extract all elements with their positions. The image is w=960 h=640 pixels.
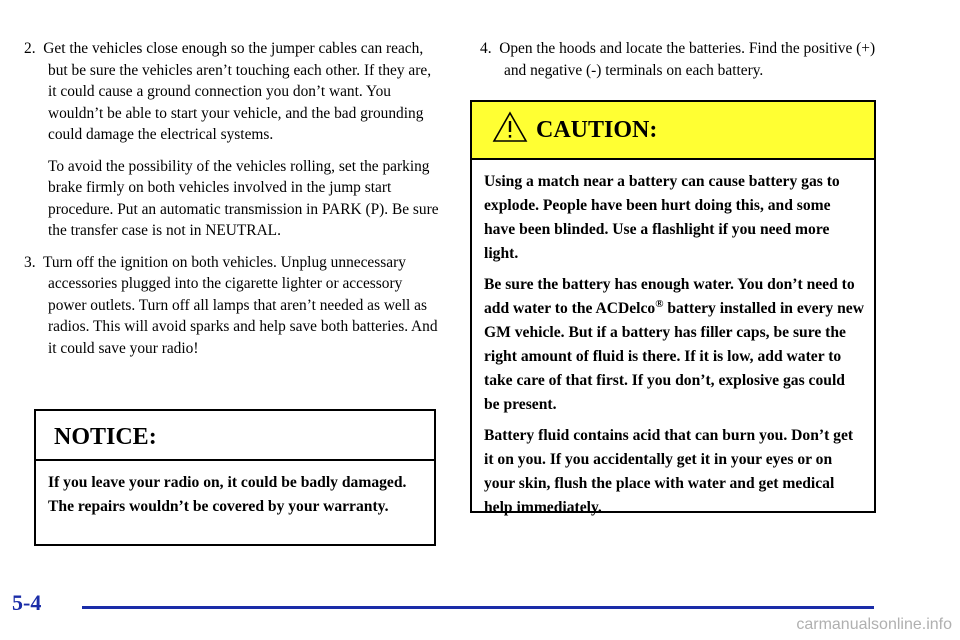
- step-4-number: 4.: [480, 40, 492, 57]
- step-4-text: Open the hoods and locate the batteries. Find the positive (+) and negative (-) terminals on each battery.: [499, 40, 876, 79]
- right-column: [470, 38, 880, 91]
- warning-triangle-icon: [492, 111, 528, 143]
- step-2-extra: To avoid the possibility of the vehicles rolling, set the parking brake firmly on both vehicles involved in the jump start procedure. Put an automatic transmission in PARK (P). Be sure the transfer case is not in NEUTRAL.: [48, 157, 439, 239]
- caution-paragraph-2-end: battery installed in every new GM vehicle. But if a battery has filler caps, be sure the right amount of fluid is there. If it is low, add water to take care of that first. If you don’t, explosive gas could be present.: [484, 300, 864, 413]
- left-column: [14, 38, 442, 369]
- step-2: [14, 38, 442, 146]
- page-number: 5-4: [12, 590, 42, 615]
- step-3-text: Turn off the ignition on both vehicles. Unplug unnecessary accessories plugged into the cigarette lighter or accessory power outlets. Turn off all lamps that aren’t needed as well as radios. This will avoid sparks and help save both batteries. And it could save your radio!: [42, 253, 438, 357]
- caution-body: [472, 160, 874, 520]
- step-4: [470, 38, 880, 81]
- notice-title: NOTICE:: [36, 411, 434, 461]
- registered-mark: ®: [655, 297, 664, 310]
- notice-box: [34, 409, 436, 546]
- footer-rule: [82, 606, 874, 609]
- notice-body: If you leave your radio on, it could be badly damaged. The repairs wouldn’t be covered by your warranty.: [48, 474, 407, 515]
- caution-paragraph-2-start: Be sure the battery has enough water. You don’t need to add water to the ACDelco: [484, 276, 855, 317]
- caution-paragraph-2: [484, 273, 864, 417]
- caution-paragraph-1: Using a match near a battery can cause battery gas to explode. People have been hurt doing this, and some have been blinded. Use a flashlight if you need more light.: [484, 173, 840, 262]
- step-2-number: 2.: [24, 40, 36, 57]
- step-3-number: 3.: [24, 253, 36, 271]
- caution-paragraph-3: Battery fluid contains acid that can burn you. Don’t get it on you. If you accidentally get it in your eyes or on your skin, flush the place with water and get medical help immediately.: [484, 427, 854, 516]
- caution-box: [470, 100, 876, 516]
- watermark: carmanualsonline.info: [796, 616, 952, 633]
- step-2-text: Get the vehicles close enough so the jumper cables can reach, but be sure the vehicles aren’t touching each other. If they are, it could cause a ground connection you don’t want. You wouldn’t be able to start your vehicle, and the bad grounding could damage the electrical systems.: [43, 40, 432, 143]
- step-3: [14, 252, 442, 360]
- caution-title: CAUTION:: [536, 117, 658, 143]
- caution-header: [472, 102, 874, 160]
